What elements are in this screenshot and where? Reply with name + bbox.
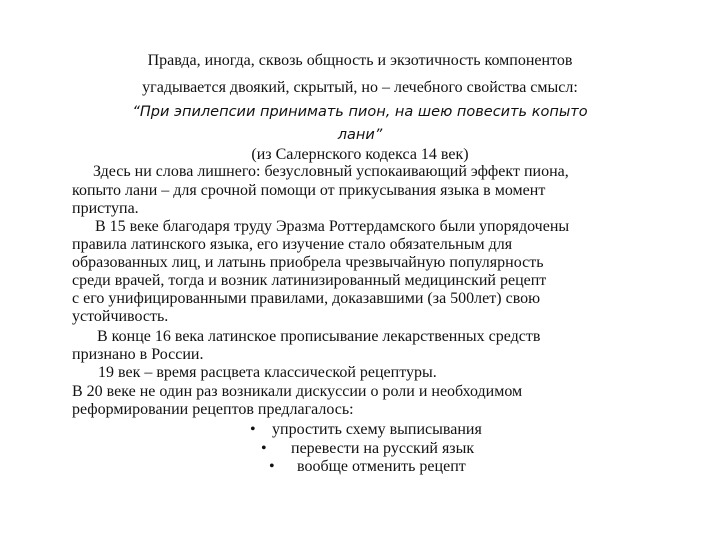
bullet-icon: •	[250, 421, 256, 438]
quote-source: (из Салернского кодекса 14 век)	[251, 146, 469, 163]
quote-line-2: лани”	[337, 127, 383, 143]
body-line: 19 век – время расцвета классической рецептуры.	[98, 364, 437, 381]
intro-line-1: Правда, иногда, сквозь общность и экзотичность компонентов	[147, 52, 573, 69]
list-item-text: перевести на русский язык	[291, 440, 475, 457]
bullet-icon: •	[261, 440, 267, 457]
bullet-icon: •	[269, 458, 275, 475]
list-item	[269, 458, 466, 476]
quote-line-1: “При эпилепсии принимать пион, на шею повесить копыто	[132, 104, 588, 120]
list-item-text: упростить схему выписывания	[272, 421, 482, 438]
list-item	[261, 440, 474, 458]
body-line: Здесь ни слова лишнего: безусловный успокаивающий эффект пиона,	[93, 163, 569, 180]
body-line: признано в России.	[72, 346, 204, 363]
body-line: устойчивость.	[72, 308, 169, 325]
list-item-text: вообще отменить рецепт	[297, 458, 466, 475]
body-line: В конце 16 века латинское прописывание лекарственных средств	[97, 328, 541, 345]
body-line: образованных лиц, и латынь приобрела чрезвычайную популярность	[72, 254, 544, 271]
body-line: В 20 веке не один раз возникали дискуссии о роли и необходимом	[72, 383, 523, 400]
intro-line-2: угадывается двоякий, скрытый, но – лечебного свойства смысл:	[142, 79, 578, 96]
body-line: В 15 веке благодаря труду Эразма Роттердамского были упорядочены	[95, 218, 570, 235]
body-line: с его унифицированными правилами, доказавшими (за 500лет) свою	[72, 290, 541, 307]
body-line: правила латинского языка, его изучение стало обязательным для	[72, 236, 513, 253]
body-line: реформировании рецептов предлагалось:	[72, 401, 354, 418]
list-item	[250, 421, 482, 439]
body-line: приступа.	[72, 200, 139, 217]
body-line: копыто лани – для срочной помощи от прикусывания языка в момент	[72, 182, 546, 199]
body-line: среди врачей, тогда и возник латинизированный медицинский рецепт	[72, 272, 547, 289]
